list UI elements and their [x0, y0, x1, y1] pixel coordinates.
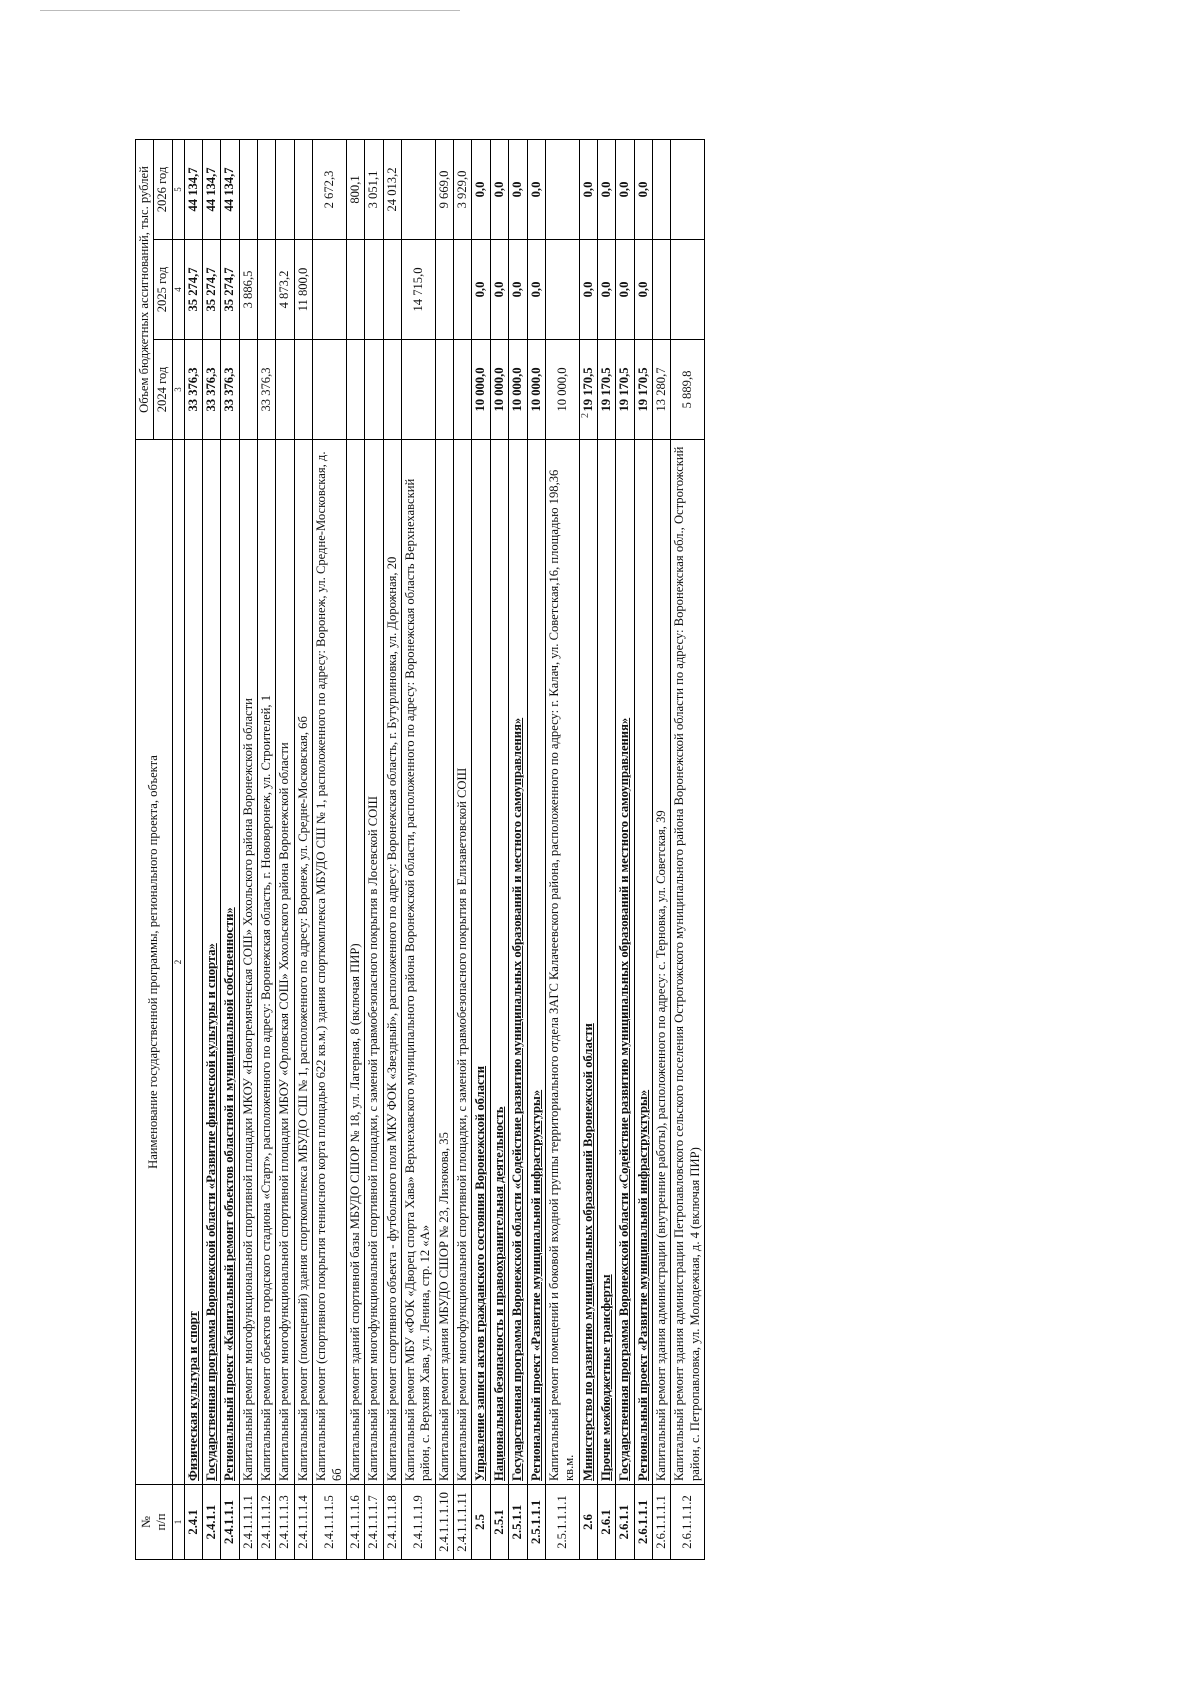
row-value-2026: 800,1 — [346, 140, 364, 240]
row-value-2025: 35 274,7 — [184, 240, 202, 340]
row-value-2026: 0,0 — [472, 140, 490, 240]
table-row — [313, 140, 347, 1560]
table-row — [454, 140, 472, 1560]
row-value-2026: 0,0 — [527, 140, 545, 240]
row-number: 2.4.1.1.1.11 — [454, 1485, 472, 1560]
row-value-2026: 3 929,0 — [454, 140, 472, 240]
table-row — [346, 140, 364, 1560]
row-value-2024: 10 000,0 — [527, 340, 545, 440]
row-name: Капитальный ремонт многофункциональной спортивной площадки, с заменой травмобезопасного покрытия в Лосевской СОШ — [365, 440, 383, 1485]
row-value-2025 — [258, 240, 276, 340]
row-value-2024: 19 170,5 — [597, 340, 615, 440]
row-value-2024: 5 889,8 — [671, 340, 705, 440]
table-row — [365, 140, 383, 1560]
row-value-2026 — [671, 140, 705, 240]
table-row — [509, 140, 527, 1560]
row-value-2024: 10 000,0 — [509, 340, 527, 440]
row-value-2026: 2 672,3 — [313, 140, 347, 240]
row-name: Региональный проект «Развитие муниципальной инфраструктуры» — [527, 440, 545, 1485]
table-row — [579, 140, 597, 1560]
table-row — [490, 140, 508, 1560]
row-number: 2.6.1.1 — [616, 1485, 634, 1560]
row-value-2026 — [402, 140, 436, 240]
row-value-2024 — [454, 340, 472, 440]
row-name: Капитальный ремонт здания администрации Петропавловского сельского поселения Острогожского муниципального района Воронежской области по адресу: Воронежская обл., Острогожский район, с. Петропавловка, ул. Молодежная, д. 4 (включая ПИР) — [671, 440, 705, 1485]
row-number: 2.6.1 — [597, 1485, 615, 1560]
row-number: 2.5 — [472, 1485, 490, 1560]
table-body — [184, 140, 704, 1560]
row-name: Региональный проект «Капитальный ремонт объектов областной и муниципальной собственности» — [221, 440, 239, 1485]
row-name: Министерство по развитию муниципальных образований Воронежской области — [579, 440, 597, 1485]
row-number: 2.6.1.1.1.2 — [671, 1485, 705, 1560]
row-value-2025: 14 715,0 — [402, 240, 436, 340]
row-name: Капитальный ремонт многофункциональной спортивной площадки МКОУ «Новогремяченская СОШ» Хохольского района Воронежской области — [239, 440, 257, 1485]
row-number: 2.4.1.1.1.3 — [276, 1485, 294, 1560]
row-name: Прочие межбюджетные трансферты — [597, 440, 615, 1485]
row-value-2025: 0,0 — [509, 240, 527, 340]
row-name: Государственная программа Воронежской области «Содействие развитию муниципальных образований и местного самоуправления» — [509, 440, 527, 1485]
table-row — [258, 140, 276, 1560]
header-index: 5 — [172, 140, 184, 240]
header-budget: Объем бюджетных ассигнований, тыс. рублей — [136, 140, 154, 440]
row-value-2024: 13 280,7 — [653, 340, 671, 440]
row-number: 2.4.1.1.1.5 — [313, 1485, 347, 1560]
row-number: 2.5.1.1.1 — [527, 1485, 545, 1560]
row-value-2025: 0,0 — [579, 240, 597, 340]
table-row — [472, 140, 490, 1560]
row-value-2025 — [454, 240, 472, 340]
table-row — [276, 140, 294, 1560]
row-value-2025 — [545, 240, 579, 340]
row-value-2026: 44 134,7 — [184, 140, 202, 240]
table-row — [294, 140, 312, 1560]
row-value-2024 — [276, 340, 294, 440]
header-index: 4 — [172, 240, 184, 340]
table-row — [383, 140, 401, 1560]
row-number: 2.4.1.1.1.6 — [346, 1485, 364, 1560]
header-name: Наименование государственной программы, регионального проекта, объекта — [136, 440, 173, 1485]
row-value-2026: 9 669,0 — [435, 140, 453, 240]
rotated-table-container — [135, 140, 1095, 1560]
row-value-2026: 0,0 — [490, 140, 508, 240]
row-name: Капитальный ремонт зданий спортивной базы МБУДО СШОР № 18, ул. Лагерная, 8 (включая ПИР) — [346, 440, 364, 1485]
row-name: Капитальный ремонт (помещений) здания спорткомплекса МБУДО СШ № 1, расположенного по адресу: Воронеж, ул. Средне-Московская, 6б — [294, 440, 312, 1485]
row-number: 2.4.1 — [184, 1485, 202, 1560]
row-name: Капитальный ремонт МБУ «ФОК «Дворец спорта Хава» Верхнехавского муниципального района Воронежской области, расположенного по адресу: Воронежская область Верхнехавский район, с. Верхняя Хава, ул. Ленина, стр. 12 «А» — [402, 440, 436, 1485]
table-row — [239, 140, 257, 1560]
row-number: 2.4.1.1.1.7 — [365, 1485, 383, 1560]
row-value-2024: 33 376,3 — [258, 340, 276, 440]
row-value-2025 — [383, 240, 401, 340]
row-value-2026 — [653, 140, 671, 240]
row-value-2024: 33 376,3 — [184, 340, 202, 440]
row-name: Капитальный ремонт спортивного объекта - футбольного поля МКУ ФОК «Звездный», расположенного по адресу: Воронежская область, г. Бутурлиновка, ул. Дорожная, 20 — [383, 440, 401, 1485]
row-value-2024: 10 000,0 — [472, 340, 490, 440]
header-index: 2 — [172, 440, 184, 1485]
row-value-2026 — [545, 140, 579, 240]
row-name: Капитальный ремонт здания МБУДО СШОР № 23, Лизюкова, 35 — [435, 440, 453, 1485]
row-value-2024 — [383, 340, 401, 440]
row-number: 2.4.1.1.1.1 — [239, 1485, 257, 1560]
table-row — [597, 140, 615, 1560]
row-value-2025 — [435, 240, 453, 340]
row-value-2026: 0,0 — [597, 140, 615, 240]
row-name: Физическая культура и спорт — [184, 440, 202, 1485]
table-row — [184, 140, 202, 1560]
row-value-2025: 0,0 — [527, 240, 545, 340]
row-value-2025: 11 800,0 — [294, 240, 312, 340]
table-row — [634, 140, 652, 1560]
row-value-2025 — [365, 240, 383, 340]
row-name: Капитальный ремонт (спортивного покрытия теннисного корта площадью 622 кв.м.) здания спорткомплекса МБУДО СШ № 1, расположенного по адресу: Воронеж, ул. Средне-Московская, д. 6б — [313, 440, 347, 1485]
row-value-2024 — [435, 340, 453, 440]
header-num: № п/п — [136, 1485, 173, 1560]
table-row — [221, 140, 239, 1560]
row-value-2025 — [313, 240, 347, 340]
row-value-2026: 3 051,1 — [365, 140, 383, 240]
row-value-2026: 0,0 — [579, 140, 597, 240]
row-number: 2.6 — [579, 1485, 597, 1560]
row-number: 2.4.1.1.1.2 — [258, 1485, 276, 1560]
row-value-2025 — [653, 240, 671, 340]
row-value-2025 — [346, 240, 364, 340]
row-value-2024 — [365, 340, 383, 440]
row-name: Национальная безопасность и правоохранительная деятельность — [490, 440, 508, 1485]
row-value-2025: 0,0 — [634, 240, 652, 340]
row-number: 2.4.1.1 — [203, 1485, 221, 1560]
table-row — [435, 140, 453, 1560]
table-row — [616, 140, 634, 1560]
row-value-2025 — [671, 240, 705, 340]
header-index: 3 — [172, 340, 184, 440]
row-name: Капитальный ремонт помещений и боковой входной группы территориального отдела ЗАГС Калачеевского района, расположенного по адресу: г. Калач, ул. Советская,16, площадью 198,36 кв.м. — [545, 440, 579, 1485]
row-number: 2.4.1.1.1.10 — [435, 1485, 453, 1560]
row-value-2026: 0,0 — [634, 140, 652, 240]
scan-edge-line — [40, 10, 460, 11]
row-number: 2.4.1.1.1.8 — [383, 1485, 401, 1560]
row-name: Государственная программа Воронежской области «Развитие физической культуры и спорта» — [203, 440, 221, 1485]
header-index: 1 — [172, 1485, 184, 1560]
row-value-2026: 0,0 — [616, 140, 634, 240]
row-number: 2.5.1.1 — [509, 1485, 527, 1560]
row-value-2026 — [294, 140, 312, 240]
table-row — [402, 140, 436, 1560]
table-row — [527, 140, 545, 1560]
row-value-2024: 33 376,3 — [203, 340, 221, 440]
row-value-2024 — [313, 340, 347, 440]
row-value-2026: 0,0 — [509, 140, 527, 240]
row-value-2024: 33 376,3 — [221, 340, 239, 440]
row-value-2025: 0,0 — [472, 240, 490, 340]
table-row — [671, 140, 705, 1560]
row-name: Капитальный ремонт здания администрации (внутренние работы), расположенного по адресу: с. Терновка, ул. Советская, 39 — [653, 440, 671, 1485]
row-name: Государственная программа Воронежской области «Содействие развитию муниципальных образований и местного самоуправления» — [616, 440, 634, 1485]
row-value-2026: 44 134,7 — [221, 140, 239, 240]
row-value-2026: 44 134,7 — [203, 140, 221, 240]
row-number: 2.5.1 — [490, 1485, 508, 1560]
table-row — [653, 140, 671, 1560]
table-row — [545, 140, 579, 1560]
row-value-2025: 4 873,2 — [276, 240, 294, 340]
row-number: 2.4.1.1.1.9 — [402, 1485, 436, 1560]
row-name: Управление записи актов гражданского состояния Воронежской области — [472, 440, 490, 1485]
row-number: 2.4.1.1.1 — [221, 1485, 239, 1560]
row-value-2025: 35 274,7 — [221, 240, 239, 340]
row-value-2024 — [402, 340, 436, 440]
table-row — [203, 140, 221, 1560]
row-value-2024: 19 170,5 — [579, 340, 597, 440]
row-value-2026: 24 013,2 — [383, 140, 401, 240]
row-number: 2.4.1.1.1.4 — [294, 1485, 312, 1560]
row-value-2024 — [294, 340, 312, 440]
row-value-2025: 3 886,5 — [239, 240, 257, 340]
page-number: 2 — [580, 413, 591, 418]
row-value-2026 — [276, 140, 294, 240]
header-year-2025: 2025 год — [154, 240, 172, 340]
row-number: 2.5.1.1.1.1 — [545, 1485, 579, 1560]
row-name: Региональный проект «Развитие муниципальной инфраструктуры» — [634, 440, 652, 1485]
row-value-2025: 0,0 — [490, 240, 508, 340]
row-value-2025: 0,0 — [597, 240, 615, 340]
header-year-2024: 2024 год — [154, 340, 172, 440]
row-value-2024: 10 000,0 — [490, 340, 508, 440]
row-value-2024 — [239, 340, 257, 440]
row-name: Капитальный ремонт многофункциональной спортивной площадки МБОУ «Орловская СОШ» Хохольского района Воронежской области — [276, 440, 294, 1485]
row-value-2025: 0,0 — [616, 240, 634, 340]
budget-table — [135, 139, 705, 1560]
header-year-2026: 2026 год — [154, 140, 172, 240]
row-value-2026 — [239, 140, 257, 240]
row-value-2024: 19 170,5 — [616, 340, 634, 440]
row-value-2026 — [258, 140, 276, 240]
row-value-2024: 19 170,5 — [634, 340, 652, 440]
row-value-2024: 10 000,0 — [545, 340, 579, 440]
row-name: Капитальный ремонт многофункциональной спортивной площадки, с заменой травмобезопасного покрытия в Елизаветовской СОШ — [454, 440, 472, 1485]
row-name: Капитальный ремонт объектов городского стадиона «Старт», расположенного по адресу: Воронежская область, г. Нововоронеж, ул. Строителей, 1 — [258, 440, 276, 1485]
row-value-2024 — [346, 340, 364, 440]
row-number: 2.6.1.1.1.1 — [653, 1485, 671, 1560]
row-number: 2.6.1.1.1 — [634, 1485, 652, 1560]
row-value-2025: 35 274,7 — [203, 240, 221, 340]
